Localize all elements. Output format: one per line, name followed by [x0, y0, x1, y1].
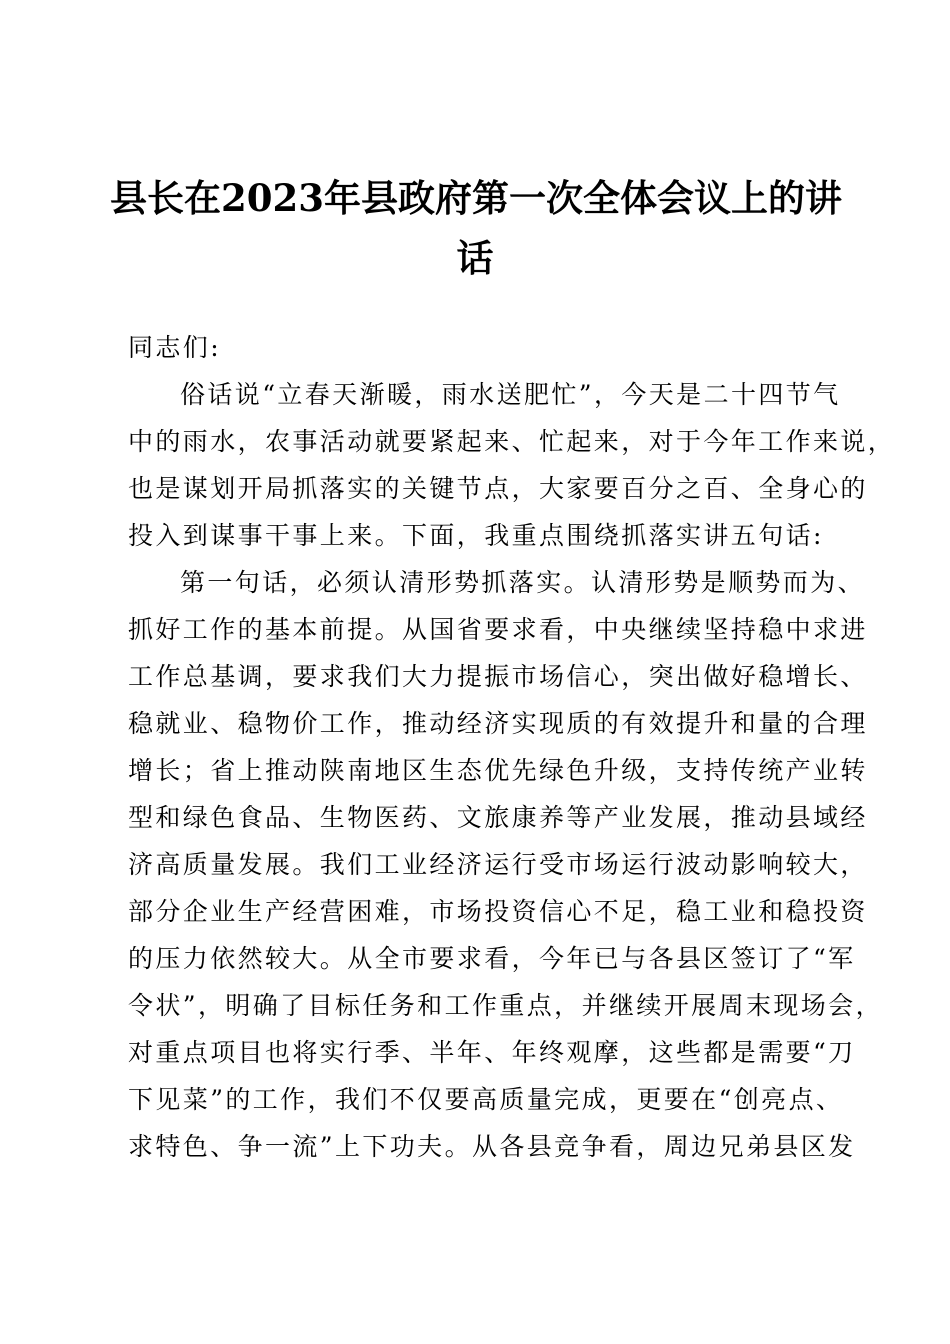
- salutation: 同志们:: [128, 333, 222, 362]
- paragraph-line: 增长；省上推动陕南地区生态优先绿色升级，支持传统产业转: [128, 756, 868, 785]
- paragraph-line: 投入到谋事干事上来。下面，我重点围绕抓落实讲五句话:: [128, 521, 824, 550]
- document-title: [110, 168, 840, 288]
- paragraph-line: 第一句话，必须认清形势抓落实。认清形势是顺势而为、: [180, 568, 866, 597]
- title-line-1: 县长在2023年县政府第一次全体会议上的讲: [110, 176, 842, 220]
- paragraph-line: 型和绿色食品、生物医药、文旅康养等产业发展，推动县域经: [128, 803, 868, 832]
- paragraph-line: 令状”，明确了目标任务和工作重点，并继续开展周末现场会，: [128, 991, 883, 1020]
- paragraph-line: 的压力依然较大。从全市要求看，今年已与各县区签订了“军: [128, 944, 856, 973]
- paragraph-line: 俗话说“立春天渐暖，雨水送肥忙”，今天是二十四节气: [180, 380, 841, 409]
- paragraph-line: 工作总基调，要求我们大力提振市场信心，突出做好稳增长、: [128, 662, 868, 691]
- paragraph-line: 部分企业生产经营困难，市场投资信心不足，稳工业和稳投资: [128, 897, 868, 926]
- paragraph-line: 求特色、争一流”上下功夫。从各县竞争看，周边兄弟县区发: [128, 1132, 856, 1161]
- paragraph-line: 也是谋划开局抓落实的关键节点，大家要百分之百、全身心的: [128, 474, 868, 503]
- paragraph-line: 对重点项目也将实行季、半年、年终观摩，这些都是需要“刀: [128, 1038, 856, 1067]
- document-body: [128, 324, 896, 1170]
- paragraph-line: 中的雨水，农事活动就要紧起来、忙起来，对于今年工作来说，: [128, 427, 896, 456]
- paragraph-line: 下见菜”的工作，我们不仅要高质量完成，更要在“创亮点、: [128, 1085, 844, 1114]
- paragraph-line: 稳就业、稳物价工作，推动经济实现质的有效提升和量的合理: [128, 709, 868, 738]
- paragraph-line: 抓好工作的基本前提。从国省要求看，中央继续坚持稳中求进: [128, 615, 868, 644]
- title-line-2: 话: [456, 236, 494, 280]
- paragraph-line: 济高质量发展。我们工业经济运行受市场运行波动影响较大，: [128, 850, 868, 879]
